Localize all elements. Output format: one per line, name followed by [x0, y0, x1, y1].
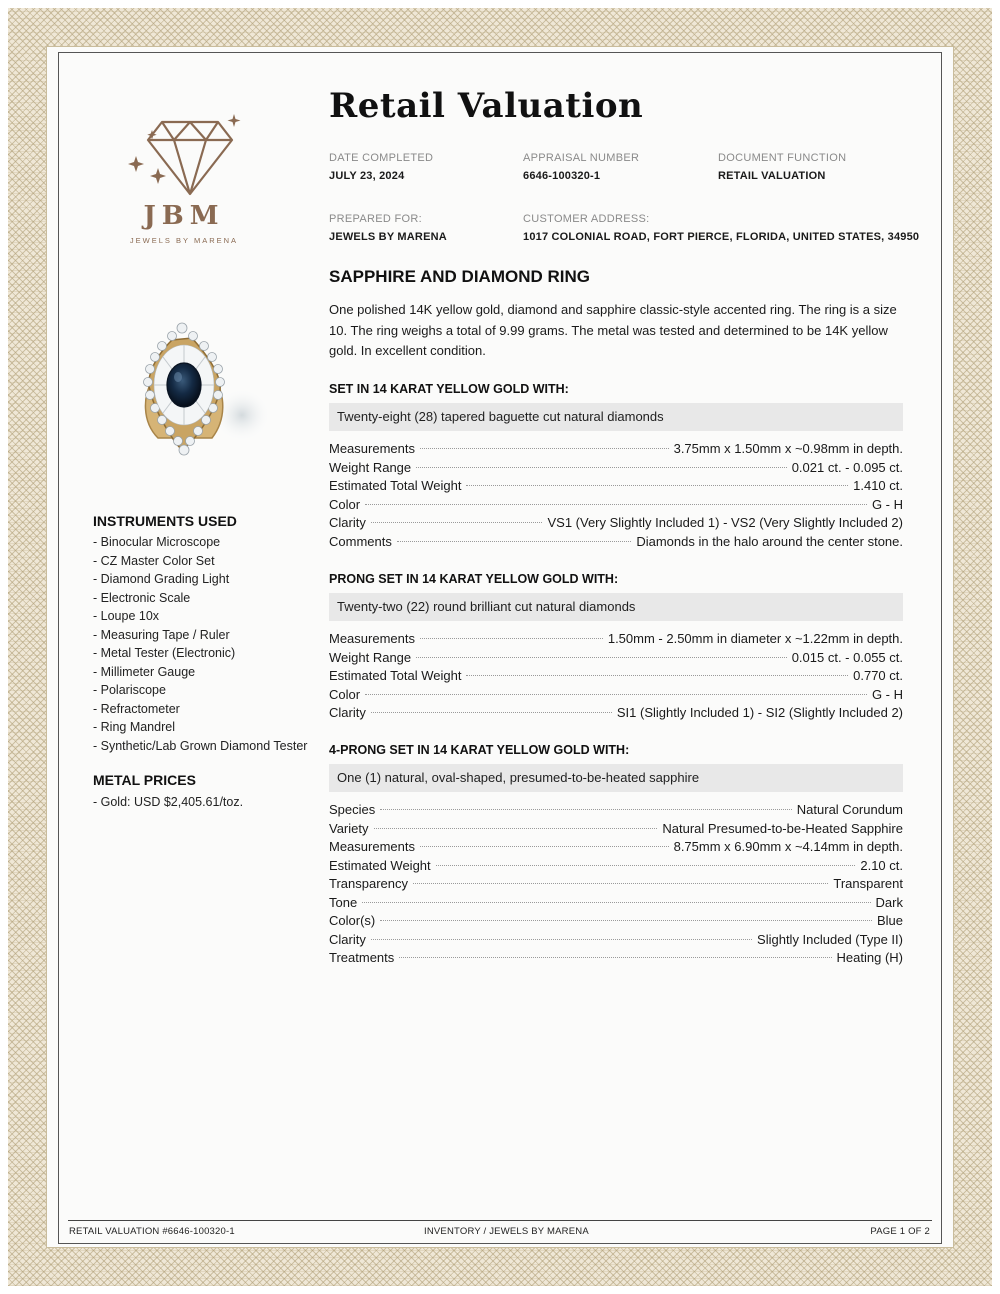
detail-label: Clarity — [329, 515, 366, 530]
detail-value: Natural Corundum — [796, 802, 903, 817]
detail-row — [329, 857, 903, 876]
stone-description: Twenty-two (22) round brilliant cut natural diamonds — [329, 593, 903, 621]
instrument-item: - Binocular Microscope — [93, 535, 221, 549]
detail-value: 8.75mm x 6.90mm x ~4.14mm in depth. — [673, 839, 903, 854]
instrument-item: - Ring Mandrel — [93, 720, 175, 734]
leader-dots — [413, 883, 828, 884]
detail-value: G - H — [871, 496, 903, 512]
detail-label: Transparency — [329, 876, 408, 891]
ring-photo — [92, 300, 277, 485]
instrument-item: - Polariscope — [93, 683, 166, 697]
prepared-for-label: PREPARED FOR: — [329, 213, 422, 225]
instrument-item: - Refractometer — [93, 701, 180, 716]
footer-left: RETAIL VALUATION #6646-100320-1 — [69, 1226, 235, 1237]
leader-dots — [362, 902, 870, 903]
instrument-item: - CZ Master Color Set — [93, 553, 215, 568]
detail-value: Blue — [876, 913, 903, 928]
customer-address-label: CUSTOMER ADDRESS: — [523, 213, 650, 225]
prepared-for-value: JEWELS BY MARENA — [329, 231, 447, 243]
leader-dots — [436, 865, 856, 866]
detail-row — [329, 820, 903, 839]
detail-value: 1.50mm - 2.50mm in diameter x ~1.22mm in depth. — [607, 631, 903, 646]
detail-row — [329, 931, 903, 950]
detail-label: Color — [329, 686, 361, 702]
stone-description: Twenty-eight (28) tapered baguette cut natural diamonds — [329, 403, 903, 431]
detail-row — [329, 894, 903, 913]
detail-label: Estimated Total Weight — [329, 668, 462, 683]
leader-dots — [420, 638, 603, 639]
detail-value: Diamonds in the halo around the center stone. — [636, 533, 903, 549]
metal-price-item: - Gold: USD $2,405.61/toz. — [93, 795, 244, 809]
instruments-list — [93, 533, 307, 755]
detail-row — [329, 912, 903, 931]
leader-dots — [365, 694, 867, 695]
footer-page-number: PAGE 1 OF 2 — [870, 1226, 930, 1237]
logo-tagline: JEWELS BY MARENA — [129, 236, 239, 245]
detail-list — [329, 440, 903, 551]
leader-dots — [416, 467, 787, 468]
detail-label: Weight Range — [329, 649, 412, 665]
page-title: Retail Valuation — [329, 86, 644, 126]
item-title: SAPPHIRE AND DIAMOND RING — [329, 267, 590, 286]
document-function-label: DOCUMENT FUNCTION — [718, 152, 847, 164]
leader-dots — [371, 522, 543, 523]
footer-divider — [68, 1220, 932, 1221]
detail-row — [329, 477, 903, 496]
detail-value: SI1 (Slightly Included 1) - SI2 (Slightly Included 2) — [616, 705, 903, 720]
detail-value: G - H — [871, 686, 903, 702]
leader-dots — [380, 920, 872, 921]
leader-dots — [397, 541, 631, 542]
leader-dots — [399, 957, 831, 958]
detail-row — [329, 686, 903, 705]
detail-value: 0.770 ct. — [853, 668, 903, 683]
detail-value: Natural Presumed-to-be-Heated Sapphire — [662, 820, 903, 836]
detail-row — [329, 514, 903, 533]
stone-description: One (1) natural, oval-shaped, presumed-to-be-heated sapphire — [329, 764, 903, 792]
detail-value: 0.015 ct. - 0.055 ct. — [791, 649, 903, 665]
instrument-item: - Diamond Grading Light — [93, 572, 230, 586]
instruments-heading: INSTRUMENTS USED — [93, 513, 237, 529]
section-heading: 4-PRONG SET IN 14 KARAT YELLOW GOLD WITH: — [329, 743, 630, 757]
detail-row — [329, 704, 903, 723]
detail-label: Tone — [329, 894, 358, 910]
detail-row — [329, 875, 903, 894]
date-completed-label: DATE COMPLETED — [329, 152, 434, 164]
detail-list — [329, 801, 903, 968]
detail-label: Color(s) — [329, 913, 376, 928]
footer-center: INVENTORY / JEWELS BY MARENA — [424, 1226, 589, 1237]
leader-dots — [365, 504, 867, 505]
detail-row — [329, 533, 903, 552]
detail-label: Treatments — [329, 950, 395, 965]
leader-dots — [466, 485, 848, 486]
leader-dots — [466, 675, 848, 676]
leader-dots — [416, 657, 787, 658]
detail-row — [329, 838, 903, 857]
detail-value: 3.75mm x 1.50mm x ~0.98mm in depth. — [673, 441, 903, 456]
detail-label: Estimated Weight — [329, 857, 431, 873]
instrument-item: - Electronic Scale — [93, 590, 191, 605]
leader-dots — [371, 712, 612, 713]
leader-dots — [374, 828, 658, 829]
section-heading: PRONG SET IN 14 KARAT YELLOW GOLD WITH: — [329, 572, 619, 586]
detail-value: Heating (H) — [836, 950, 903, 965]
detail-row — [329, 459, 903, 478]
date-completed-value: JULY 23, 2024 — [329, 170, 405, 182]
detail-value: Transparent — [833, 876, 903, 891]
instrument-item: - Synthetic/Lab Grown Diamond Tester — [93, 738, 308, 753]
detail-label: Color — [329, 496, 361, 512]
company-logo — [122, 110, 246, 250]
detail-row — [329, 630, 903, 649]
instrument-item: - Millimeter Gauge — [93, 664, 196, 679]
item-description: One polished 14K yellow gold, diamond and sapphire classic-style accented ring. The ring is a size 10. The ring weighs a total of 9.99 grams. The metal was tested and determined to be 14K yellow gold. In excellent condition. — [329, 302, 897, 358]
detail-value: 1.410 ct. — [853, 478, 903, 493]
detail-label: Variety — [329, 820, 369, 836]
appraisal-number-value: 6646-100320-1 — [523, 170, 601, 182]
diamond-icon — [122, 110, 246, 200]
logo-mark: JBM — [143, 201, 225, 231]
detail-list — [329, 630, 903, 723]
detail-row — [329, 440, 903, 459]
leader-dots — [380, 809, 792, 810]
detail-value: Slightly Included (Type II) — [757, 931, 903, 947]
detail-label: Weight Range — [329, 459, 412, 475]
detail-row — [329, 496, 903, 515]
document-function-value: RETAIL VALUATION — [718, 170, 826, 182]
appraisal-number-label: APPRAISAL NUMBER — [523, 152, 640, 164]
instrument-item: - Measuring Tape / Ruler — [93, 627, 230, 642]
detail-row — [329, 949, 903, 968]
detail-label: Species — [329, 802, 376, 817]
section-heading: SET IN 14 KARAT YELLOW GOLD WITH: — [329, 382, 569, 396]
detail-label: Measurements — [329, 839, 415, 854]
instrument-item: - Loupe 10x — [93, 609, 160, 623]
detail-row — [329, 667, 903, 686]
detail-label: Measurements — [329, 631, 415, 646]
leader-dots — [420, 846, 669, 847]
detail-label: Comments — [329, 533, 392, 549]
instrument-item: - Metal Tester (Electronic) — [93, 646, 236, 660]
detail-row — [329, 649, 903, 668]
detail-row — [329, 801, 903, 820]
metal-prices-list — [93, 793, 243, 812]
detail-label: Measurements — [329, 441, 415, 456]
detail-label: Clarity — [329, 931, 366, 947]
detail-value: VS1 (Very Slightly Included 1) - VS2 (Very Slightly Included 2) — [547, 515, 903, 530]
metal-prices-heading: METAL PRICES — [93, 772, 196, 788]
detail-label: Estimated Total Weight — [329, 478, 462, 493]
detail-value: Dark — [875, 894, 903, 910]
detail-value: 2.10 ct. — [860, 857, 903, 873]
leader-dots — [420, 448, 669, 449]
detail-label: Clarity — [329, 705, 366, 720]
leader-dots — [371, 939, 752, 940]
detail-value: 0.021 ct. - 0.095 ct. — [791, 459, 903, 475]
customer-address-value: 1017 COLONIAL ROAD, FORT PIERCE, FLORIDA, UNITED STATES, 34950 — [523, 231, 920, 243]
